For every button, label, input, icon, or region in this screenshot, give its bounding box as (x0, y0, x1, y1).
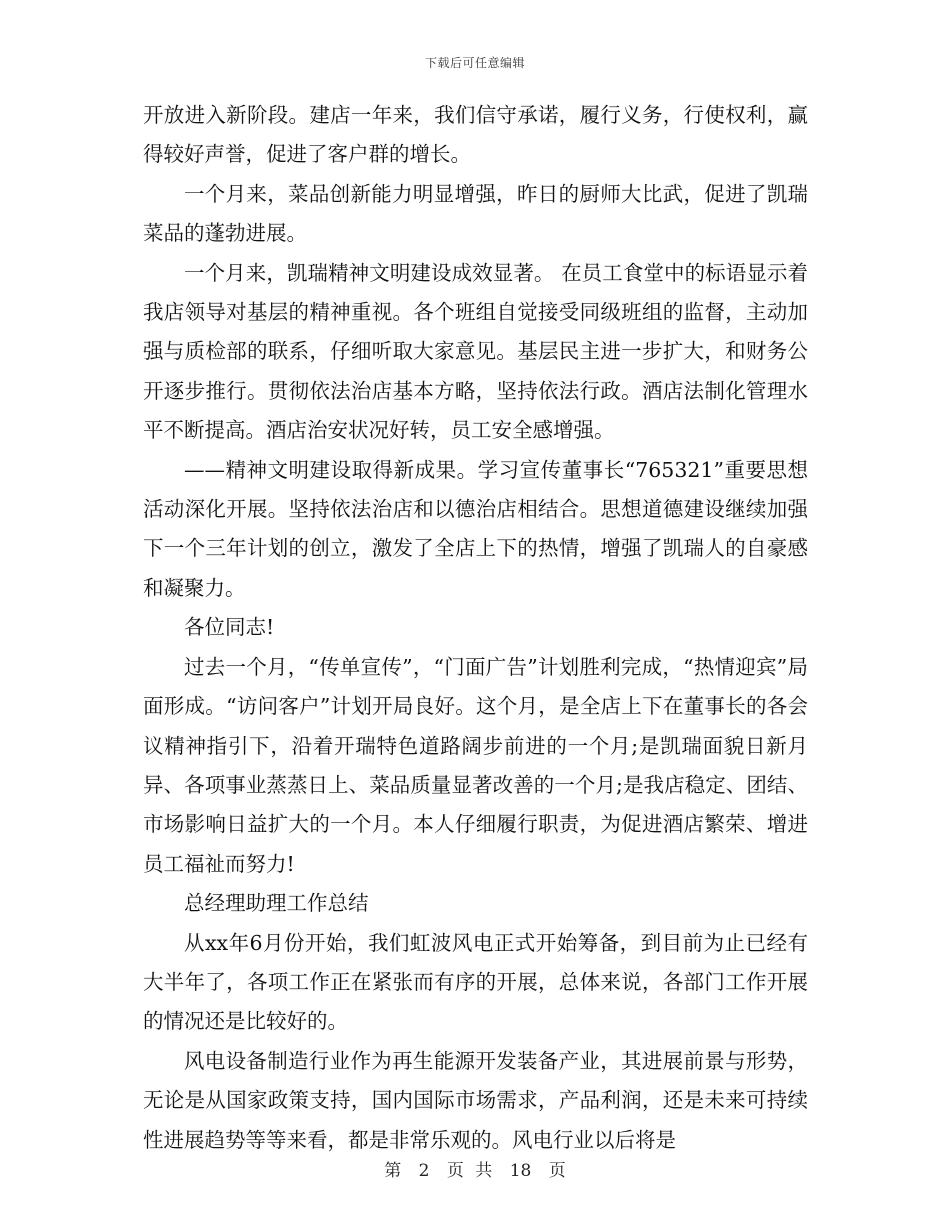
paragraph-dishes: 一个月来，菜品创新能力明显增强，昨日的厨师大比武，促进了凯瑞菜品的蓬勃进展。 (143, 181, 808, 246)
footer-prefix: 第 (384, 1161, 402, 1181)
footer-suffix: 页 (548, 1161, 566, 1181)
page-number-footer (0, 1156, 950, 1181)
document-body (143, 96, 808, 1160)
paragraph-civilization: 一个月来，凯瑞精神文明建设成效显著。 在员工食堂中的标语显示着我店领导对基层的精神重视。各个班组自觉接受同级班组的监督，主动加强与质检部的联系，仔细听取大家意见。基层民主进一步扩大，和财务公开逐步推行。贯彻依法治店基本方略，坚持依法行政。酒店法制化管理水平不断提高。酒店治安状况好转，员工安全感增强。 (143, 260, 808, 443)
paragraph-achievements: ——精神文明建设取得新成果。学习宣传董事长“765321”重要思想活动深化开展。坚持依法治店和以德治店相结合。思想道德建设继续加强下一个三年计划的创立，激发了全店上下的热情，增强了凯瑞人的自豪感和凝聚力。 (143, 457, 808, 600)
current-page-number: 2 (418, 1161, 430, 1181)
footer-middle: 页 共 (446, 1161, 493, 1181)
paragraph-past-month: 过去一个月，“传单宣传”，“门面广告”计划胜利完成，“热情迎宾”局面形成。“访问客户”计划开局良好。这个月，是全店上下在董事长的各会议精神指引下，沿着开瑞特色道路阔步前进的一个月;是凯瑞面貌日新月异、各项事业蒸蒸日上、菜品质量显著改善的一个月;是我店稳定、团结、市场影响日益扩大的一个月。本人仔细履行职责，为促进酒店繁荣、增进员工福祉而努力! (143, 654, 808, 876)
section-title: 总经理助理工作总结 (184, 891, 369, 916)
paragraph-preparation: 从xx年6月份开始，我们虹波风电正式开始筹备，到目前为止已经有大半年了，各项工作正在紧张而有序的开展，总体来说，各部门工作开展的情况还是比较好的。 (143, 930, 808, 1034)
paragraph-greeting: 各位同志! (184, 615, 275, 640)
paragraph-wind-power: 风电设备制造行业作为再生能源开发装备产业，其进展前景与形势，无论是从国家政策支持，国内国际市场需求，产品利润，还是未来可持续性进展趋势等等来看，都是非常乐观的。风电行业以后将是 (143, 1048, 808, 1152)
page-header-note: 下载后可任意编辑 (424, 56, 525, 70)
total-page-count: 18 (509, 1161, 532, 1181)
paragraph-continuation: 开放进入新阶段。建店一年来，我们信守承诺，履行义务，行使权利，赢得较好声誉，促进了客户群的增长。 (143, 103, 808, 167)
